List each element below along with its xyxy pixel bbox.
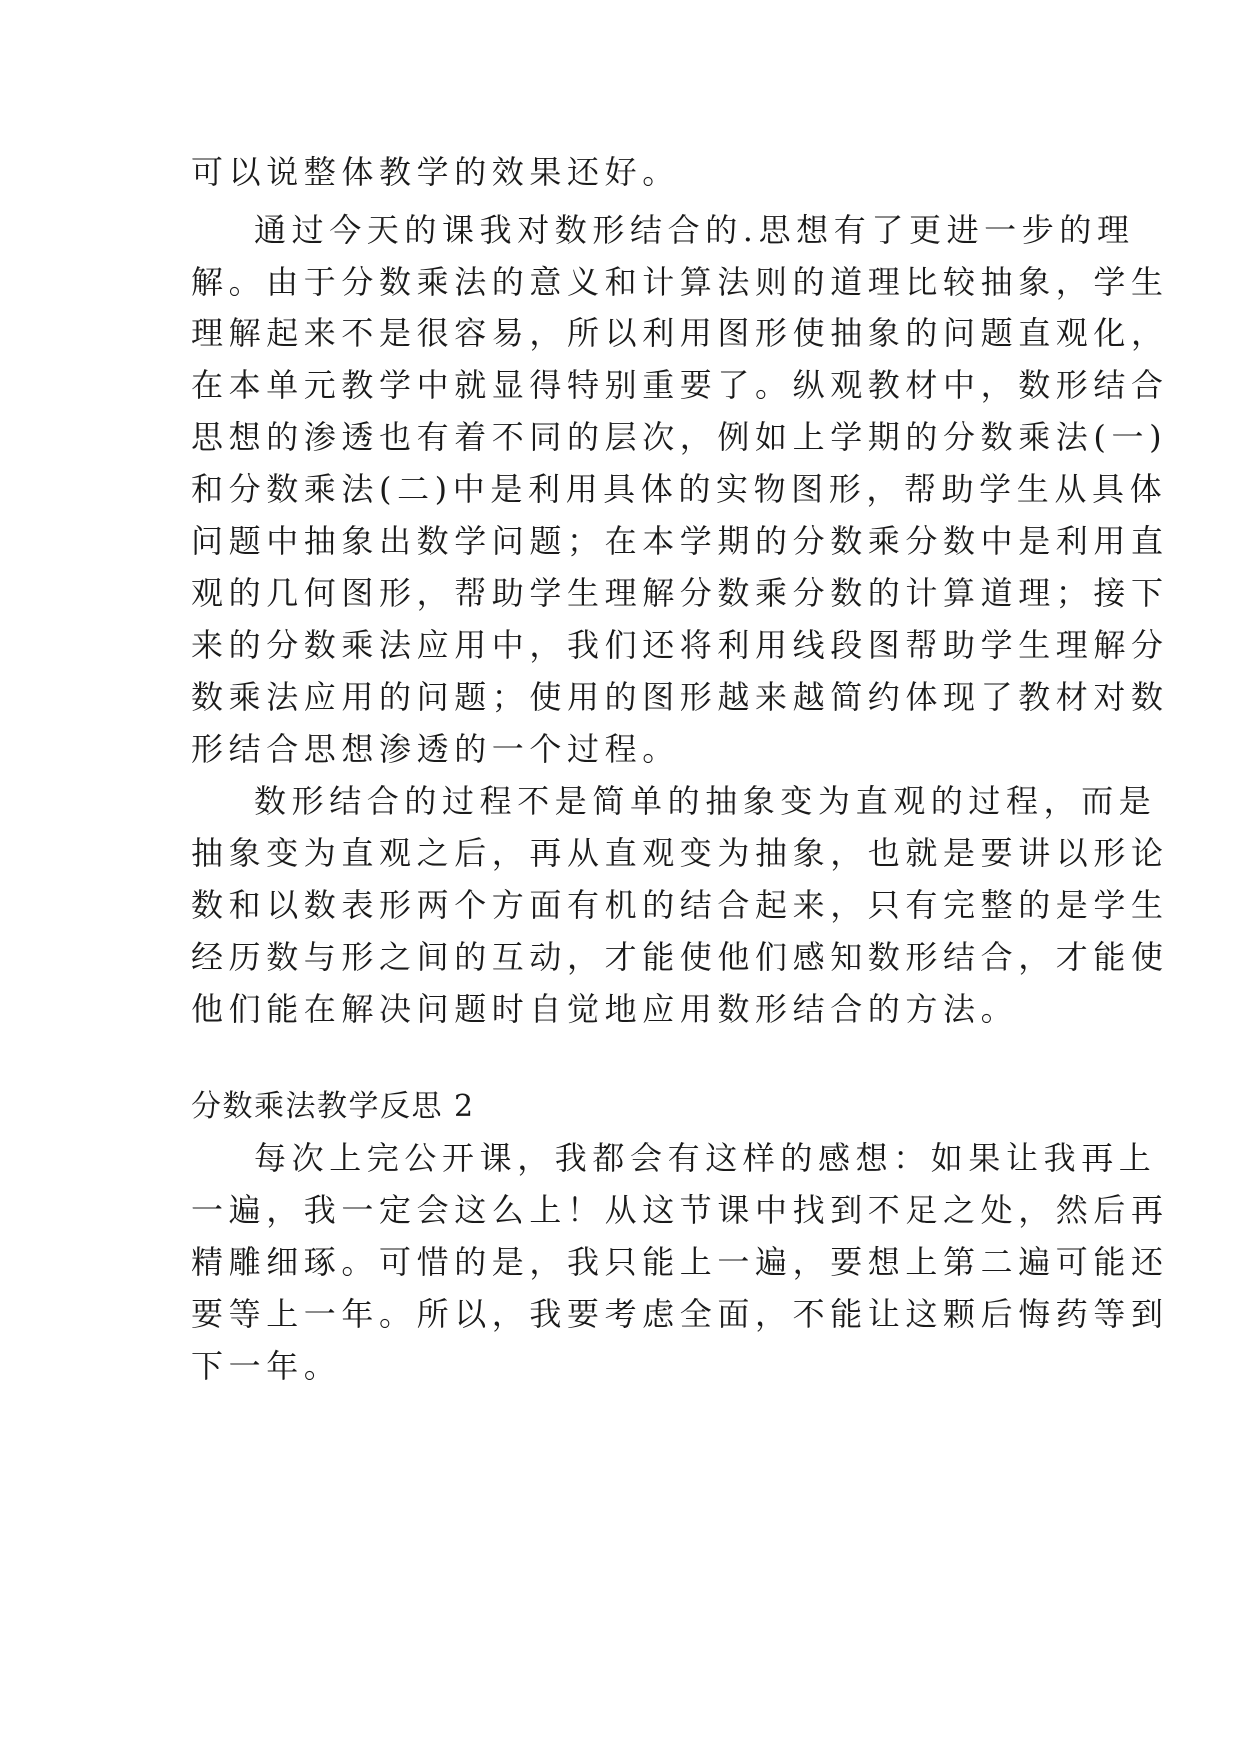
- paragraph-line: 抽象变为直观之后，再从直观变为抽象，也就是要讲以形论: [191, 834, 1169, 872]
- paragraph-line: 在本单元教学中就显得特别重要了。纵观教材中，数形结合: [191, 366, 1169, 404]
- paragraph-line: 理解起来不是很容易，所以利用图形使抽象的问题直观化，: [191, 314, 1169, 352]
- paragraph-line: 通过今天的课我对数形结合的.思想有了更进一步的理: [254, 211, 1135, 249]
- paragraph-line: 数乘法应用的问题；使用的图形越来越简约体现了教材对数: [191, 678, 1169, 716]
- paragraph-line: 一遍，我一定会这么上！从这节课中找到不足之处，然后再: [191, 1191, 1169, 1229]
- paragraph-line: 解。由于分数乘法的意义和计算法则的道理比较抽象，学生: [191, 263, 1169, 301]
- paragraph-line: 要等上一年。所以，我要考虑全面，不能让这颗后悔药等到: [191, 1295, 1169, 1333]
- paragraph-line: 经历数与形之间的互动，才能使他们感知数形结合，才能使: [191, 938, 1169, 976]
- paragraph-line: 数形结合的过程不是简单的抽象变为直观的过程，而是: [254, 782, 1157, 820]
- paragraph-line: 观的几何图形，帮助学生理解分数乘分数的计算道理；接下: [191, 574, 1169, 612]
- paragraph-line: 和分数乘法(二)中是利用具体的实物图形，帮助学生从具体: [191, 470, 1168, 508]
- paragraph-line: 每次上完公开课，我都会有这样的感想：如果让我再上: [254, 1139, 1157, 1177]
- paragraph-line: 可以说整体教学的效果还好。: [191, 153, 680, 191]
- paragraph-line: 形结合思想渗透的一个过程。: [191, 730, 680, 768]
- paragraph-line: 下一年。: [191, 1347, 342, 1385]
- paragraph-line: 问题中抽象出数学问题；在本学期的分数乘分数中是利用直: [191, 522, 1169, 560]
- paragraph-line: 思想的渗透也有着不同的层次，例如上学期的分数乘法(一): [191, 418, 1168, 456]
- paragraph-line: 他们能在解决问题时自觉地应用数形结合的方法。: [191, 990, 1019, 1028]
- paragraph-line: 精雕细琢。可惜的是，我只能上一遍，要想上第二遍可能还: [191, 1243, 1169, 1281]
- paragraph-line: 数和以数表形两个方面有机的结合起来，只有完整的是学生: [191, 886, 1169, 924]
- section-heading: 分数乘法教学反思 2: [191, 1089, 475, 1124]
- paragraph-line: 来的分数乘法应用中，我们还将利用线段图帮助学生理解分: [191, 626, 1169, 664]
